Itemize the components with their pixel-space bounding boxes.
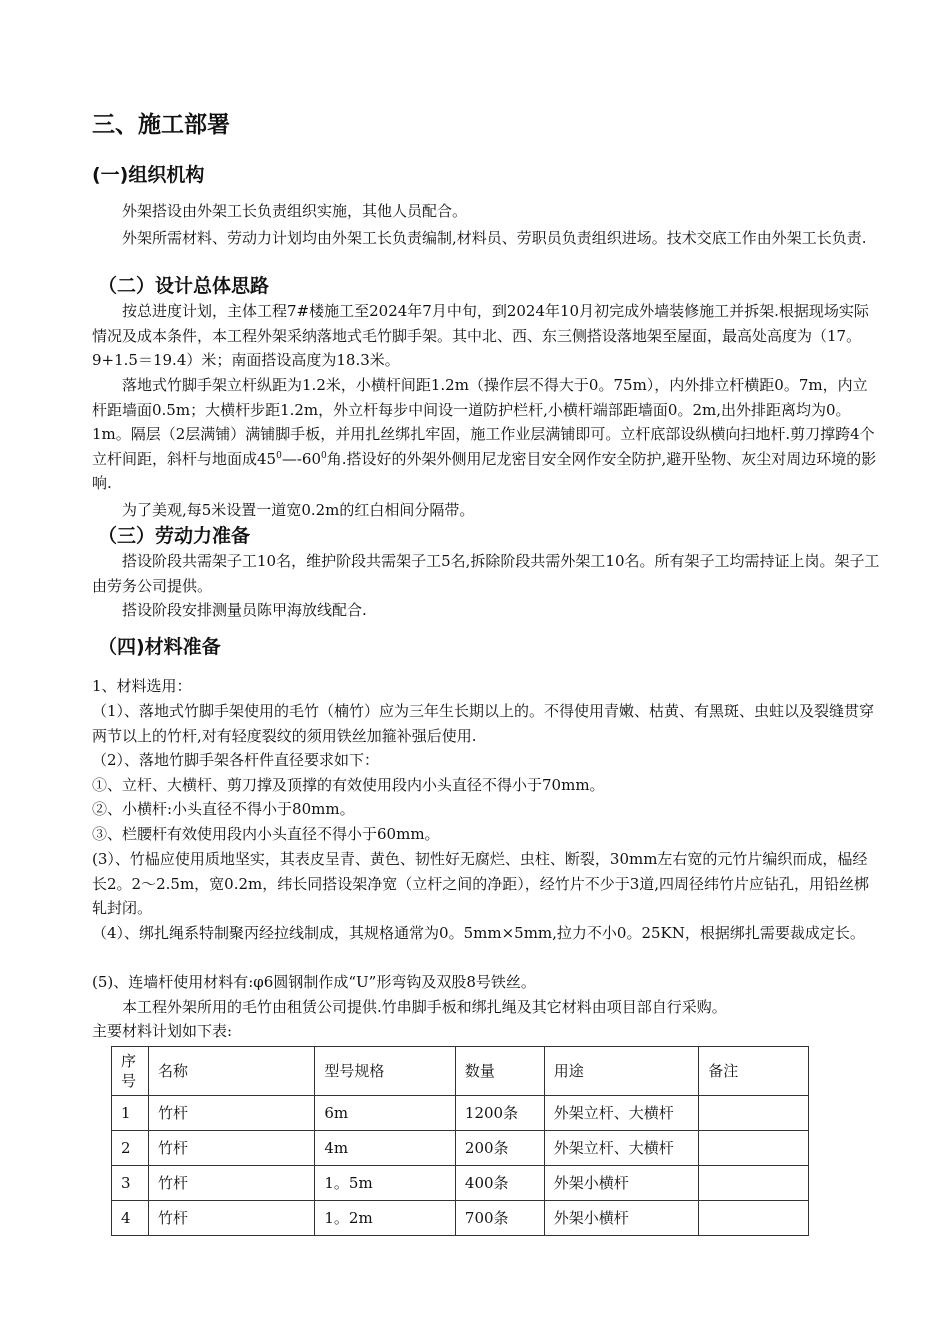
materials-line-10: 本工程外架所用的毛竹由租赁公司提供.竹串脚手板和绑扎绳及其它材料由项目部自行采购。: [122, 998, 727, 1016]
design-paragraph-2-part-b: —-60: [281, 449, 321, 468]
org-paragraph-2: 外架所需材料、劳动力计划均由外架工长负责编制,材料员、劳职员负责组织进场。技术交底工作由外架工长负责.: [122, 229, 867, 247]
table-cell: 竹杆: [148, 1131, 314, 1166]
table-cell: 竹杆: [148, 1096, 314, 1131]
materials-line-3: （2）、落地竹脚手架各杆件直径要求如下：: [92, 751, 380, 769]
design-paragraph-2-part-a: 落地式竹脚手架立杆纵距为1.2米，小横杆间距1.2m（操作层不得大于0。75m），内外排立杆横距0。7m，内立杆距墙面0.5m；大横杆步距1.2m，外立杆每步中间设一道防护栏杆,小横杆端部距墙面0。2m,出外排距离均为0。1m。隔层（2层满铺）满铺脚手板，并用扎丝绑扎牢固，施工作业层满铺即可。立杆底部设纵横向扫地杆.剪刀撑跨4个立杆间距，斜杆与地面成45: [92, 376, 875, 468]
heading-materials: （四)材料准备: [98, 636, 221, 658]
materials-line-7: (3）、竹榀应使用质地坚实，其表皮呈青、黄色、韧性好无腐烂、虫柱、断裂，30mm左右宽的元竹片编织而成，榀经长2。2～2.5m，宽0.2m，纬长同搭设架净宽（立杆之间的净距），经竹片不少于3道,四周径纬竹片应钻孔，用铅丝梆轧封闭。: [92, 850, 870, 917]
design-paragraph-2-part-c: 角.搭设好的外架外侧用尼龙密目安全网作安全防护,避开坠物、灰尘对周边环境的影响.: [92, 449, 877, 492]
table-cell: 外架立杆、大横杆: [544, 1131, 699, 1166]
materials-line-9: (5)、连墙杆使用材料有:φ6圆钢制作成“U”形弯钩及双股8号铁丝。: [92, 973, 536, 991]
materials-line-5: ②、小横杆:小头直径不得小于80mm。: [92, 800, 355, 818]
table-cell: 4: [112, 1201, 149, 1236]
table-cell: 1。2m: [315, 1201, 456, 1236]
table-header-cell: 型号规格: [315, 1047, 456, 1096]
degree-superscript: 0: [276, 450, 282, 461]
heading-design-concept: （二）设计总体思路: [98, 275, 270, 297]
labor-paragraph-1: 搭设阶段共需架子工10名，维护阶段共需架子工5名,拆除阶段共需外架工10名。所有架子工均需持证上岗。架子工由劳务公司提供。: [92, 552, 880, 595]
table-cell: 200条: [455, 1131, 544, 1166]
heading-labor: （三）劳动力准备: [98, 525, 251, 547]
degree-superscript: 0: [320, 450, 327, 461]
table-cell: 4m: [315, 1131, 456, 1166]
table-cell: 竹杆: [148, 1166, 314, 1201]
table-cell: 400条: [455, 1166, 544, 1201]
table-row: [112, 1201, 809, 1236]
design-paragraph-3: 为了美观,每5米设置一道宽0.2m的红白相间分隔带。: [122, 501, 475, 519]
table-row: [112, 1166, 809, 1201]
org-paragraph-1: 外架搭设由外架工长负责组织实施，其他人员配合。: [122, 202, 468, 220]
materials-line-8: （4）、绑扎绳系特制聚丙经拉线制成，其规格通常为0。5mm×5mm,拉力不小0。25KN，根据绑扎需要裁成定长。: [92, 924, 865, 942]
table-cell: 外架立杆、大横杆: [544, 1096, 699, 1131]
materials-line-2: （1）、落地式竹脚手架使用的毛竹（楠竹）应为三年生长期以上的。不得使用青嫩、枯黄、有黑斑、虫蛀以及裂缝贯穿两节以上的竹杆,对有轻度裂纹的须用铁丝加箍补强后使用.: [92, 702, 875, 745]
table-row: [112, 1131, 809, 1166]
table-cell: 6m: [315, 1096, 456, 1131]
table-row: [112, 1096, 809, 1131]
table-header-cell: 用途: [544, 1047, 699, 1096]
labor-paragraph-2: 搭设阶段安排测量员陈甲海放线配合.: [122, 601, 367, 619]
table-cell: 1。5m: [315, 1166, 456, 1201]
materials-line-4: ①、立杆、大横杆、剪刀撑及顶撑的有效使用段内小头直径不得小于70mm。: [92, 776, 605, 794]
materials-table: [111, 1046, 809, 1236]
table-header-cell: 名称: [148, 1047, 314, 1096]
table-cell: 1200条: [455, 1096, 544, 1131]
table-cell: [699, 1131, 809, 1166]
table-cell: 2: [112, 1131, 149, 1166]
table-cell: [699, 1166, 809, 1201]
table-cell: 外架小横杆: [544, 1201, 699, 1236]
table-header-cell: 备注: [699, 1047, 809, 1096]
design-paragraph-1: 按总进度计划，主体工程7#楼施工至2024年7月中旬，到2024年10月初完成外墙装修施工并拆架.根据现场实际情况及成本条件，本工程外架采纳落地式毛竹脚手架。其中北、西、东三侧搭设落地架至屋面，最高处高度为（17。9+1.5＝19.4）米；南面搭设高度为18.3米。: [92, 302, 869, 369]
materials-line-6: ③、栏腰杆有效使用段内小头直径不得小于60mm。: [92, 825, 440, 843]
section-title: 三、施工部署: [92, 112, 230, 138]
table-header-row: [112, 1047, 809, 1096]
table-header-cell: 序号: [112, 1047, 149, 1096]
table-cell: 1: [112, 1096, 149, 1131]
table-cell: 外架小横杆: [544, 1166, 699, 1201]
table-cell: 3: [112, 1166, 149, 1201]
table-cell: [699, 1096, 809, 1131]
design-paragraph-2: [92, 373, 882, 496]
table-cell: 竹杆: [148, 1201, 314, 1236]
table-cell: [699, 1201, 809, 1236]
table-header-cell: 数量: [455, 1047, 544, 1096]
materials-line-1: 1、材料选用：: [92, 677, 192, 695]
materials-line-11: 主要材料计划如下表:: [92, 1022, 233, 1040]
table-cell: 700条: [455, 1201, 544, 1236]
heading-organization: (一)组织机构: [92, 164, 205, 186]
